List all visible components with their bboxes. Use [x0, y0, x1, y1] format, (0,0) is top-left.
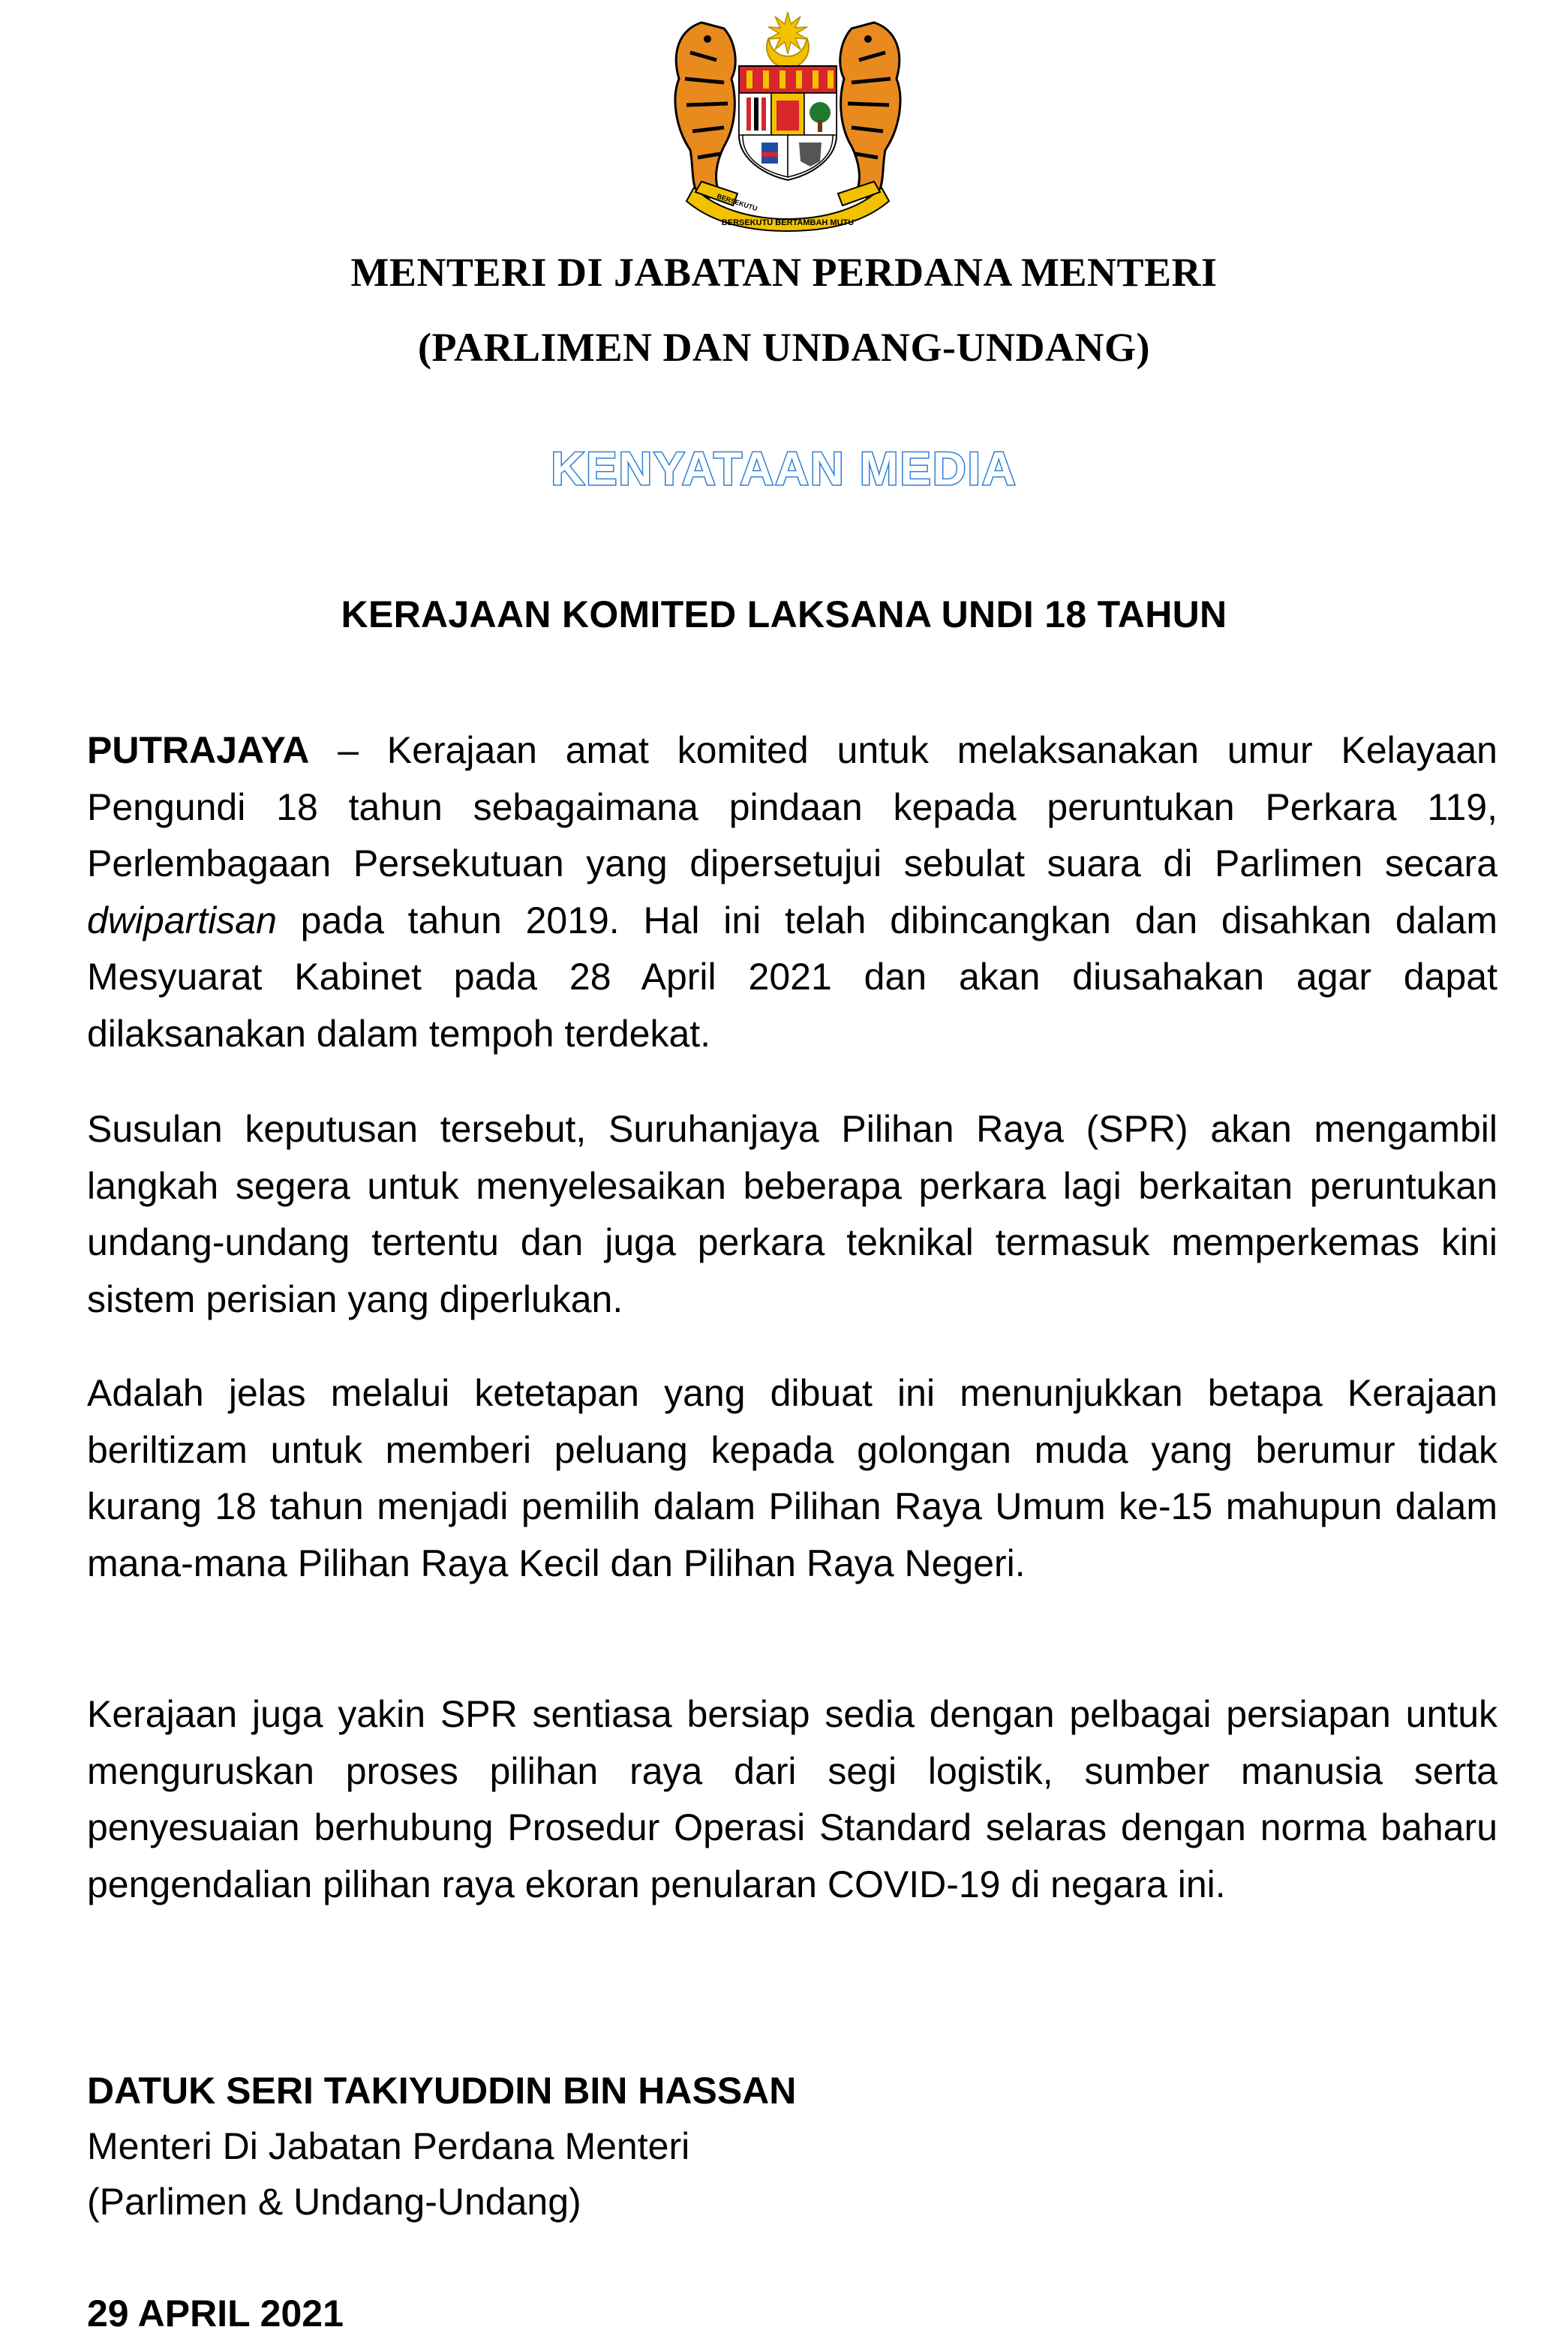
paragraph-1-italic: dwipartisan — [87, 899, 277, 941]
motto-left-text: BERSEKUTU — [716, 192, 758, 213]
star-crescent — [767, 12, 809, 68]
paragraph-1-part-a: – Kerajaan amat komited untuk melaksanakan umur Kelayaan Pengundi 18 tahun sebagaimana pindaan kepada peruntukan Perkara 119, Perlembagaan Persekutuan yang dipersetujui sebulat suara di Parlimen secara — [87, 729, 1497, 884]
signatory-title-1: Menteri Di Jabatan Perdana Menteri — [87, 2125, 690, 2167]
paragraph-1 — [87, 722, 1497, 1062]
motto-main-text: BERSEKUTU BERTAMBAH MUTU — [721, 218, 855, 227]
shield — [739, 66, 837, 180]
dateline: PUTRAJAYA — [87, 729, 310, 771]
media-statement-label: KENYATAAN MEDIA — [551, 443, 1017, 495]
right-tiger — [840, 23, 900, 199]
left-tiger — [675, 23, 735, 199]
ministry-line-2: (PARLIMEN DAN UNDANG-UNDANG) — [418, 325, 1150, 370]
release-date: 29 APRIL 2021 — [87, 2292, 344, 2334]
paragraph-2: Susulan keputusan tersebut, Suruhanjaya Pilihan Raya (SPR) akan mengambil langkah segera untuk menyelesaikan beberapa perkara lagi berkaitan peruntukan undang-undang tertentu dan juga perkara teknikal termasuk memperkemas kini sistem perisian yang diperlukan. — [87, 1108, 1497, 1320]
paragraph-4: Kerajaan juga yakin SPR sentiasa bersiap sedia dengan pelbagai persiapan untuk menguruskan proses pilihan raya dari segi logistik, sumber manusia serta penyesuaian berhubung Prosedur Operasi Standard selaras dengan norma baharu pengendalian pilihan raya ekoran penularan COVID-19 di negara ini. — [87, 1693, 1497, 1905]
coat-of-arms-icon — [649, 8, 927, 233]
signatory-title-2: (Parlimen & Undang-Undang) — [87, 2181, 581, 2223]
headline: KERAJAAN KOMITED LAKSANA UNDI 18 TAHUN — [341, 593, 1227, 635]
paragraph-3: Adalah jelas melalui ketetapan yang dibuat ini menunjukkan betapa Kerajaan beriltizam untuk memberi peluang kepada golongan muda yang berumur tidak kurang 18 tahun menjadi pemilih dalam Pilihan Raya Umum ke-15 mahupun dalam mana-mana Pilihan Raya Kecil dan Pilihan Raya Negeri. — [87, 1372, 1497, 1584]
paragraph-1-part-b: pada tahun 2019. Hal ini telah dibincangkan dan disahkan dalam Mesyuarat Kabinet pada 28 April 2021 dan akan diusahakan agar dapat dilaksanakan dalam tempoh terdekat. — [87, 899, 1497, 1055]
signatory-name: DATUK SERI TAKIYUDDIN BIN HASSAN — [87, 2070, 797, 2112]
motto-scroll — [686, 182, 889, 231]
ministry-line-1: MENTERI DI JABATAN PERDANA MENTERI — [350, 250, 1218, 295]
